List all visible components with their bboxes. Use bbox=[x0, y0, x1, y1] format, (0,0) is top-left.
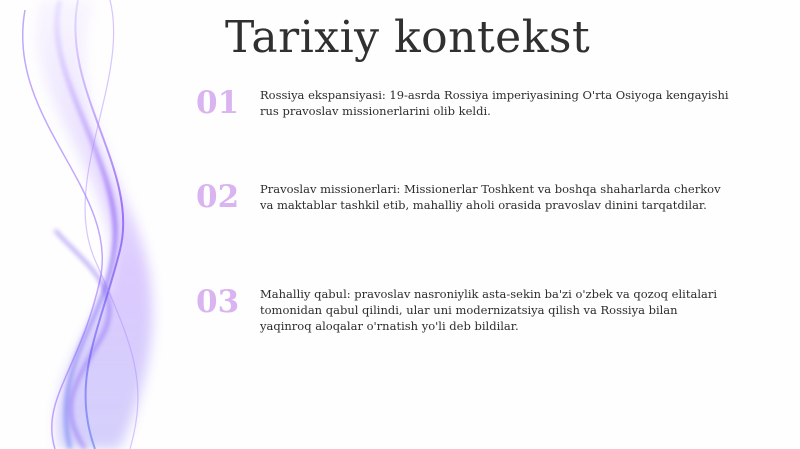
list-item bbox=[196, 285, 756, 334]
item-number: 01 bbox=[196, 85, 240, 121]
list-item bbox=[196, 86, 756, 120]
item-number: 02 bbox=[196, 179, 240, 215]
slide-title: Tarixiy kontekst bbox=[225, 12, 591, 63]
list-item bbox=[196, 180, 756, 214]
decorative-smoke-ribbon bbox=[0, 0, 200, 449]
item-number: 03 bbox=[196, 284, 240, 320]
item-text: Mahalliy qabul: pravoslav nasroniylik asta-sekin ba'zi o'zbek va qozoq elitalari tomonidan qabul qilindi, ular uni modernizatsiya qilish va Rossiya bilan yaqinroq aloqalar o'rnatish yo'li deb bildilar. bbox=[260, 287, 718, 333]
item-text: Rossiya ekspansiyasi: 19-asrda Rossiya imperiyasining O'rta Osiyoga kengayishi rus pravoslav missionerlarini olib keldi. bbox=[260, 88, 729, 118]
item-text: Pravoslav missionerlari: Missionerlar Toshkent va boshqa shaharlarda cherkov va maktablar tashkil etib, mahalliy aholi orasida pravoslav dinini tarqatdilar. bbox=[260, 182, 721, 212]
